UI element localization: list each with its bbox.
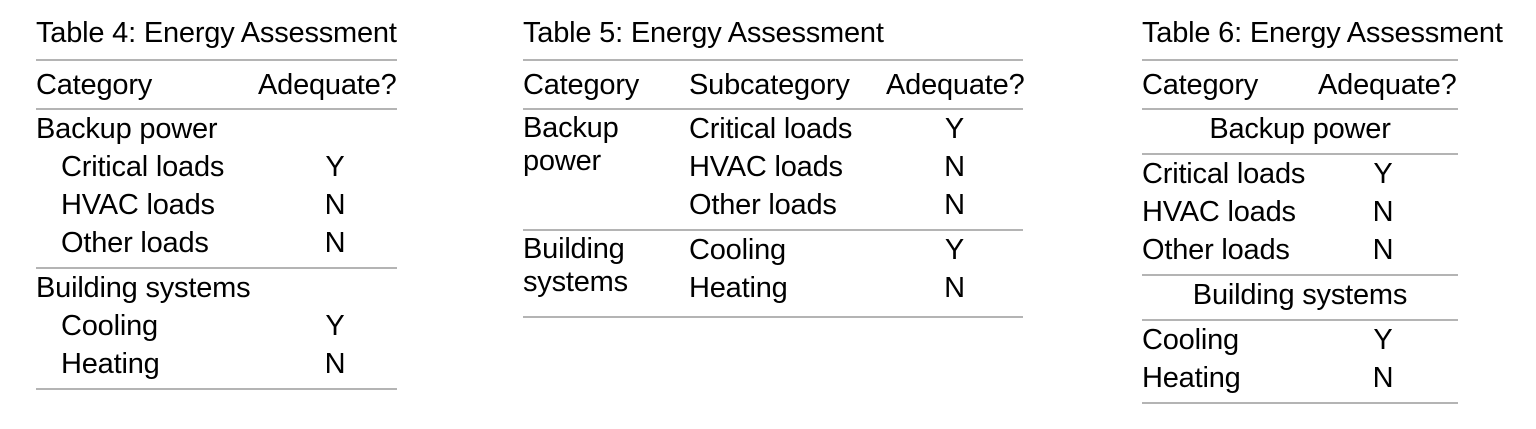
category-cell: HVAC loads bbox=[61, 189, 215, 221]
table-row bbox=[689, 110, 1023, 148]
category-cell: Other loads bbox=[1142, 234, 1290, 266]
category-cell: HVAC loads bbox=[1142, 196, 1296, 228]
table-4-group-header-building-systems bbox=[36, 269, 397, 307]
adequate-cell: Y bbox=[944, 113, 965, 145]
table-row bbox=[689, 148, 1023, 186]
table-row bbox=[36, 186, 397, 224]
category-cell: Cooling bbox=[1142, 324, 1239, 356]
category-cell: Building systems bbox=[523, 233, 628, 298]
table-5-column-header-category: Category bbox=[523, 68, 640, 101]
table-5-header-row bbox=[523, 61, 1023, 108]
subcategory-rows bbox=[689, 231, 1023, 307]
adequate-cell: N bbox=[324, 348, 346, 380]
table-4 bbox=[36, 0, 397, 390]
table-6 bbox=[1142, 0, 1503, 404]
category-cell: Backup power bbox=[523, 112, 619, 177]
table-row bbox=[36, 345, 397, 383]
table-5-group-backup-power bbox=[523, 110, 1023, 224]
table-row bbox=[1142, 155, 1458, 193]
table-4-bottom-rule bbox=[36, 388, 397, 390]
table-row bbox=[689, 231, 1023, 269]
table-6-header-row bbox=[1142, 61, 1458, 108]
adequate-cell: N bbox=[944, 272, 965, 304]
category-cell: Heating bbox=[1142, 362, 1241, 394]
category-cell: Heating bbox=[61, 348, 160, 380]
table-4-group-header-backup-power bbox=[36, 110, 397, 148]
category-cell: Other loads bbox=[61, 227, 209, 259]
table-5 bbox=[523, 0, 1023, 318]
table-row bbox=[689, 186, 1023, 224]
table-5-group-building-systems bbox=[523, 231, 1023, 307]
table-6-group-header-backup-power: Backup power bbox=[1209, 113, 1391, 145]
adequate-cell: N bbox=[324, 227, 346, 259]
adequate-cell: Y bbox=[1373, 158, 1393, 190]
adequate-cell: N bbox=[944, 151, 965, 183]
adequate-cell: Y bbox=[1373, 324, 1393, 356]
adequate-cell: N bbox=[944, 189, 965, 221]
table-6-column-header-category: Category bbox=[1142, 68, 1259, 101]
subcategory-cell: Other loads bbox=[689, 189, 837, 221]
adequate-cell: N bbox=[1372, 234, 1394, 266]
table-4-column-header-adequate: Adequate? bbox=[258, 68, 397, 101]
adequate-cell: Y bbox=[325, 151, 345, 183]
subcategory-cell: Critical loads bbox=[689, 113, 853, 145]
table-row bbox=[1142, 231, 1458, 269]
category-cell: Critical loads bbox=[1142, 158, 1306, 190]
table-5-column-header-subcategory: Subcategory bbox=[689, 68, 850, 101]
table-row bbox=[36, 148, 397, 186]
subcategory-rows bbox=[689, 110, 1023, 224]
adequate-cell: N bbox=[324, 189, 346, 221]
subcategory-cell: Heating bbox=[689, 272, 788, 304]
table-6-bottom-rule bbox=[1142, 402, 1458, 404]
subcategory-cell: Cooling bbox=[689, 234, 786, 266]
adequate-cell: Y bbox=[325, 310, 345, 342]
table-6-group-header-building-systems: Building systems bbox=[1192, 279, 1408, 311]
adequate-cell: N bbox=[1372, 362, 1394, 394]
table-5-bottom-rule bbox=[523, 316, 1023, 318]
table-row bbox=[689, 269, 1023, 307]
category-cell: Cooling bbox=[61, 310, 158, 342]
category-cell: Critical loads bbox=[61, 151, 225, 183]
table-4-header-row bbox=[36, 61, 397, 108]
table-row bbox=[1142, 359, 1458, 397]
table-row bbox=[1142, 193, 1458, 231]
table-row bbox=[36, 307, 397, 345]
table-6-column-header-adequate: Adequate? bbox=[1318, 68, 1457, 101]
table-4-title: Table 4: Energy Assessment bbox=[36, 17, 397, 49]
group-label: Backup power bbox=[36, 113, 218, 145]
table-5-column-header-adequate: Adequate? bbox=[886, 68, 1025, 101]
table-4-column-header-category: Category bbox=[36, 68, 153, 101]
table-6-title: Table 6: Energy Assessment bbox=[1142, 17, 1503, 49]
table-row bbox=[1142, 321, 1458, 359]
adequate-cell: Y bbox=[944, 234, 965, 266]
adequate-cell: N bbox=[1372, 196, 1394, 228]
group-label: Building systems bbox=[36, 272, 251, 304]
table-row bbox=[36, 224, 397, 262]
table-5-title: Table 5: Energy Assessment bbox=[523, 17, 884, 49]
subcategory-cell: HVAC loads bbox=[689, 151, 843, 183]
